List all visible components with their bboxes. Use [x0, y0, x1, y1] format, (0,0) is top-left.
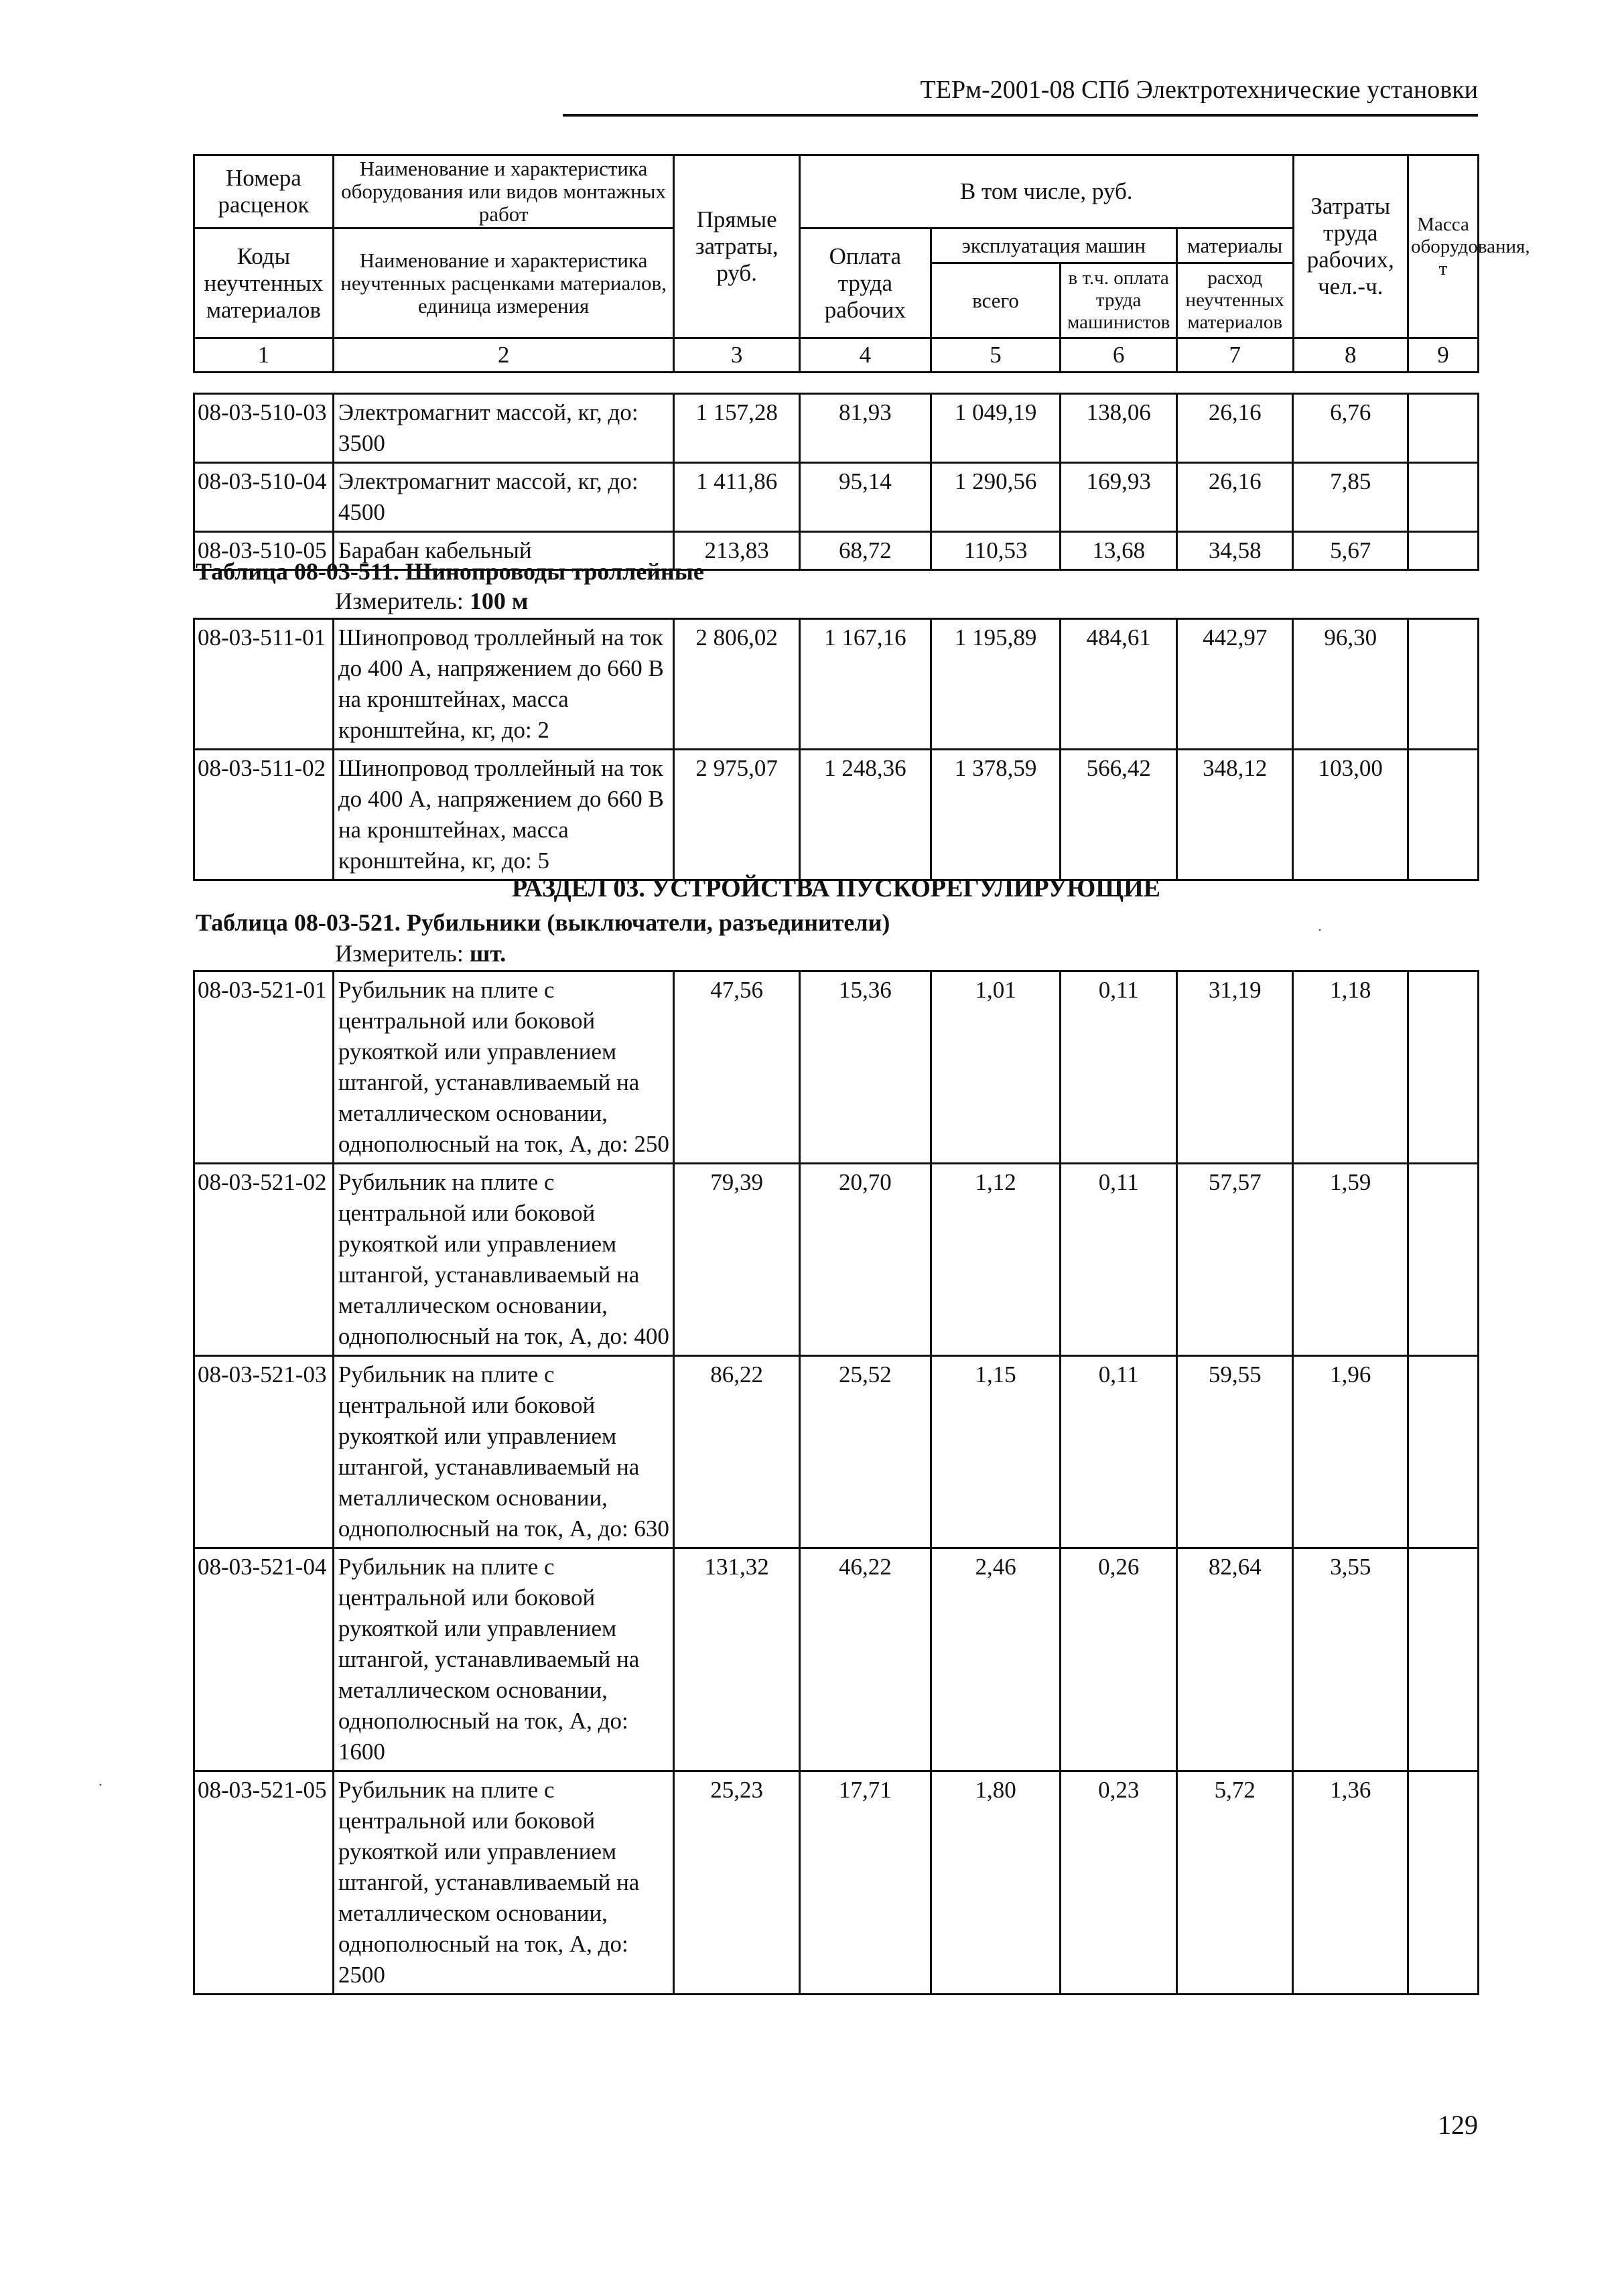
row-mass	[1408, 1356, 1479, 1548]
row-materials: 59,55	[1176, 1356, 1293, 1548]
row-operator-pay: 138,06	[1061, 394, 1177, 463]
row-machines-total: 1 195,89	[931, 619, 1061, 750]
row-mass	[1408, 1771, 1479, 1995]
row-mass	[1408, 619, 1479, 750]
row-materials: 26,16	[1176, 463, 1293, 532]
row-labor-hours: 96,30	[1293, 619, 1408, 750]
row-machines-total: 2,46	[931, 1548, 1061, 1771]
row-mass	[1408, 971, 1479, 1164]
row-code: 08-03-510-05	[194, 532, 334, 570]
row-labor-hours: 5,67	[1293, 532, 1408, 570]
column-number: 9	[1408, 338, 1479, 373]
row-operator-pay: 566,42	[1061, 750, 1177, 880]
table-row	[194, 463, 1479, 532]
header-labor-hours: Затраты труда рабочих, чел.-ч.	[1293, 155, 1408, 338]
row-code: 08-03-521-01	[194, 971, 334, 1164]
row-direct-costs: 25,23	[674, 1771, 800, 1995]
column-number: 2	[333, 338, 673, 373]
row-direct-costs: 86,22	[674, 1356, 800, 1548]
rates-table-511	[193, 618, 1479, 881]
table-row	[194, 971, 1479, 1164]
rates-table-510	[193, 393, 1479, 571]
header-codes: Номера расценок	[194, 155, 334, 228]
row-labor-hours: 3,55	[1293, 1548, 1408, 1771]
column-number: 4	[799, 338, 931, 373]
row-labor-hours: 1,96	[1293, 1356, 1408, 1548]
table-row	[194, 619, 1479, 750]
row-code: 08-03-521-04	[194, 1548, 334, 1771]
header-material-codes: Коды неучтенных материалов	[194, 228, 334, 338]
row-direct-costs: 47,56	[674, 971, 800, 1164]
row-name: Рубильник на плите с центральной или боковой рукояткой или управлением штангой, устанавливаемый на металлическом основании, однополюсный на ток, А, до: 2500	[333, 1771, 674, 1995]
row-materials: 31,19	[1176, 971, 1293, 1164]
row-operator-pay: 13,68	[1061, 532, 1177, 570]
row-worker-pay: 15,36	[799, 971, 931, 1164]
rates-table-521	[193, 970, 1479, 1995]
row-worker-pay: 1 167,16	[799, 619, 931, 750]
row-worker-pay: 1 248,36	[799, 750, 931, 880]
row-labor-hours: 1,18	[1293, 971, 1408, 1164]
row-materials: 442,97	[1176, 619, 1293, 750]
column-number: 1	[194, 338, 334, 373]
table-row	[194, 1356, 1479, 1548]
column-number: 6	[1061, 338, 1177, 373]
row-code: 08-03-521-03	[194, 1356, 334, 1548]
row-operator-pay: 0,11	[1061, 1164, 1177, 1356]
table-caption: Таблица 08-03-521. Рубильники (выключатели, разъединители)	[196, 909, 890, 936]
row-name: Шинопровод троллейный на ток до 400 А, напряжением до 660 В на кронштейнах, масса кронштейна, кг, до: 5	[333, 750, 674, 880]
row-machines-total: 1 378,59	[931, 750, 1061, 880]
table-caption: Таблица 08-03-511. Шинопроводы троллейные	[196, 558, 704, 585]
table-unit	[335, 939, 506, 967]
row-materials: 26,16	[1176, 394, 1293, 463]
row-materials: 34,58	[1176, 532, 1293, 570]
row-worker-pay: 17,71	[799, 1771, 931, 1995]
header-unaccounted-materials: расход неучтенных материалов	[1176, 263, 1293, 338]
row-operator-pay: 169,93	[1061, 463, 1177, 532]
row-worker-pay: 46,22	[799, 1548, 931, 1771]
column-number: 7	[1176, 338, 1293, 373]
row-name: Электромагнит массой, кг, до: 3500	[333, 394, 674, 463]
row-direct-costs: 79,39	[674, 1164, 800, 1356]
row-machines-total: 1,80	[931, 1771, 1061, 1995]
row-name: Шинопровод троллейный на ток до 400 А, напряжением до 660 В на кронштейнах, масса кронштейна, кг, до: 2	[333, 619, 674, 750]
row-worker-pay: 81,93	[799, 394, 931, 463]
row-worker-pay: 20,70	[799, 1164, 931, 1356]
row-worker-pay: 68,72	[799, 532, 931, 570]
row-operator-pay: 0,23	[1061, 1771, 1177, 1995]
row-direct-costs: 1 411,86	[674, 463, 800, 532]
row-name: Рубильник на плите с центральной или боковой рукояткой или управлением штангой, устанавливаемый на металлическом основании, однополюсный на ток, А, до: 250	[333, 971, 674, 1164]
row-labor-hours: 103,00	[1293, 750, 1408, 880]
row-code: 08-03-510-03	[194, 394, 334, 463]
row-name: Электромагнит массой, кг, до: 4500	[333, 463, 674, 532]
row-worker-pay: 25,52	[799, 1356, 931, 1548]
row-direct-costs: 2 975,07	[674, 750, 800, 880]
row-name: Рубильник на плите с центральной или боковой рукояткой или управлением штангой, устанавливаемый на металлическом основании, однополюсный на ток, А, до: 400	[333, 1164, 674, 1356]
row-machines-total: 110,53	[931, 532, 1061, 570]
table-row	[194, 750, 1479, 880]
header-operator-pay: в т.ч. оплата труда машинистов	[1061, 263, 1177, 338]
row-materials: 82,64	[1176, 1548, 1293, 1771]
unit-label: Измеритель:	[335, 588, 464, 614]
row-mass	[1408, 1164, 1479, 1356]
header-material-name: Наименование и характеристика неучтенных расценками материалов, единица измерения	[333, 228, 673, 338]
row-direct-costs: 213,83	[674, 532, 800, 570]
page-number: 129	[1438, 2110, 1478, 2140]
table-row	[194, 1164, 1479, 1356]
row-direct-costs: 1 157,28	[674, 394, 800, 463]
row-mass	[1408, 750, 1479, 880]
column-number: 8	[1293, 338, 1408, 373]
header-including: В том числе, руб.	[799, 155, 1293, 228]
header-materials: материалы	[1176, 228, 1293, 263]
row-name: Рубильник на плите с центральной или боковой рукояткой или управлением штангой, устанавливаемый на металлическом основании, однополюсный на ток, А, до: 1600	[333, 1548, 674, 1771]
header-machine-exploitation: эксплуатация машин	[931, 228, 1176, 263]
column-header-table	[193, 154, 1530, 373]
column-number: 5	[931, 338, 1061, 373]
header-rule	[563, 114, 1478, 117]
unit-value: 100 м	[469, 588, 529, 614]
row-machines-total: 1,01	[931, 971, 1061, 1164]
row-direct-costs: 2 806,02	[674, 619, 800, 750]
row-name: Рубильник на плите с центральной или боковой рукояткой или управлением штангой, устанавливаемый на металлическом основании, однополюсный на ток, А, до: 630	[333, 1356, 674, 1548]
column-number: 3	[674, 338, 800, 373]
row-code: 08-03-511-01	[194, 619, 334, 750]
header-machines-total: всего	[931, 263, 1061, 338]
row-labor-hours: 1,36	[1293, 1771, 1408, 1995]
row-operator-pay: 484,61	[1061, 619, 1177, 750]
table-unit	[335, 587, 528, 615]
header-worker-pay: Оплата труда рабочих	[799, 228, 931, 338]
row-code: 08-03-521-02	[194, 1164, 334, 1356]
row-name: Барабан кабельный	[333, 532, 674, 570]
row-mass	[1408, 1548, 1479, 1771]
header-direct-costs: Прямые затраты, руб.	[674, 155, 800, 338]
row-direct-costs: 131,32	[674, 1548, 800, 1771]
row-labor-hours: 7,85	[1293, 463, 1408, 532]
row-mass	[1408, 394, 1479, 463]
scan-speck: ·	[98, 1777, 103, 1794]
row-machines-total: 1,15	[931, 1356, 1061, 1548]
table-row	[194, 1548, 1479, 1771]
row-code: 08-03-510-04	[194, 463, 334, 532]
row-materials: 348,12	[1176, 750, 1293, 880]
row-worker-pay: 95,14	[799, 463, 931, 532]
row-machines-total: 1 290,56	[931, 463, 1061, 532]
row-labor-hours: 6,76	[1293, 394, 1408, 463]
row-code: 08-03-511-02	[194, 750, 334, 880]
running-header: ТЕРм-2001-08 СПб Электротехнические установки	[920, 76, 1478, 104]
row-materials: 5,72	[1176, 1771, 1293, 1995]
row-mass	[1408, 463, 1479, 532]
header-equipment-mass: Масса оборудования, т	[1408, 155, 1479, 338]
row-materials: 57,57	[1176, 1164, 1293, 1356]
row-code: 08-03-521-05	[194, 1771, 334, 1995]
unit-value: шт.	[469, 940, 506, 967]
scan-speck: ·	[1317, 922, 1323, 939]
row-operator-pay: 0,11	[1061, 971, 1177, 1164]
table-row	[194, 1771, 1479, 1995]
unit-label: Измеритель:	[335, 940, 464, 967]
table-row	[194, 394, 1479, 463]
row-machines-total: 1 049,19	[931, 394, 1061, 463]
header-work-name: Наименование и характеристика оборудования или видов монтажных работ	[333, 155, 673, 228]
row-machines-total: 1,12	[931, 1164, 1061, 1356]
section-title: РАЗДЕЛ 03. УСТРОЙСТВА ПУСКОРЕГУЛИРУЮЩИЕ	[512, 874, 1160, 902]
row-operator-pay: 0,11	[1061, 1356, 1177, 1548]
row-operator-pay: 0,26	[1061, 1548, 1177, 1771]
row-labor-hours: 1,59	[1293, 1164, 1408, 1356]
row-mass	[1408, 532, 1479, 570]
